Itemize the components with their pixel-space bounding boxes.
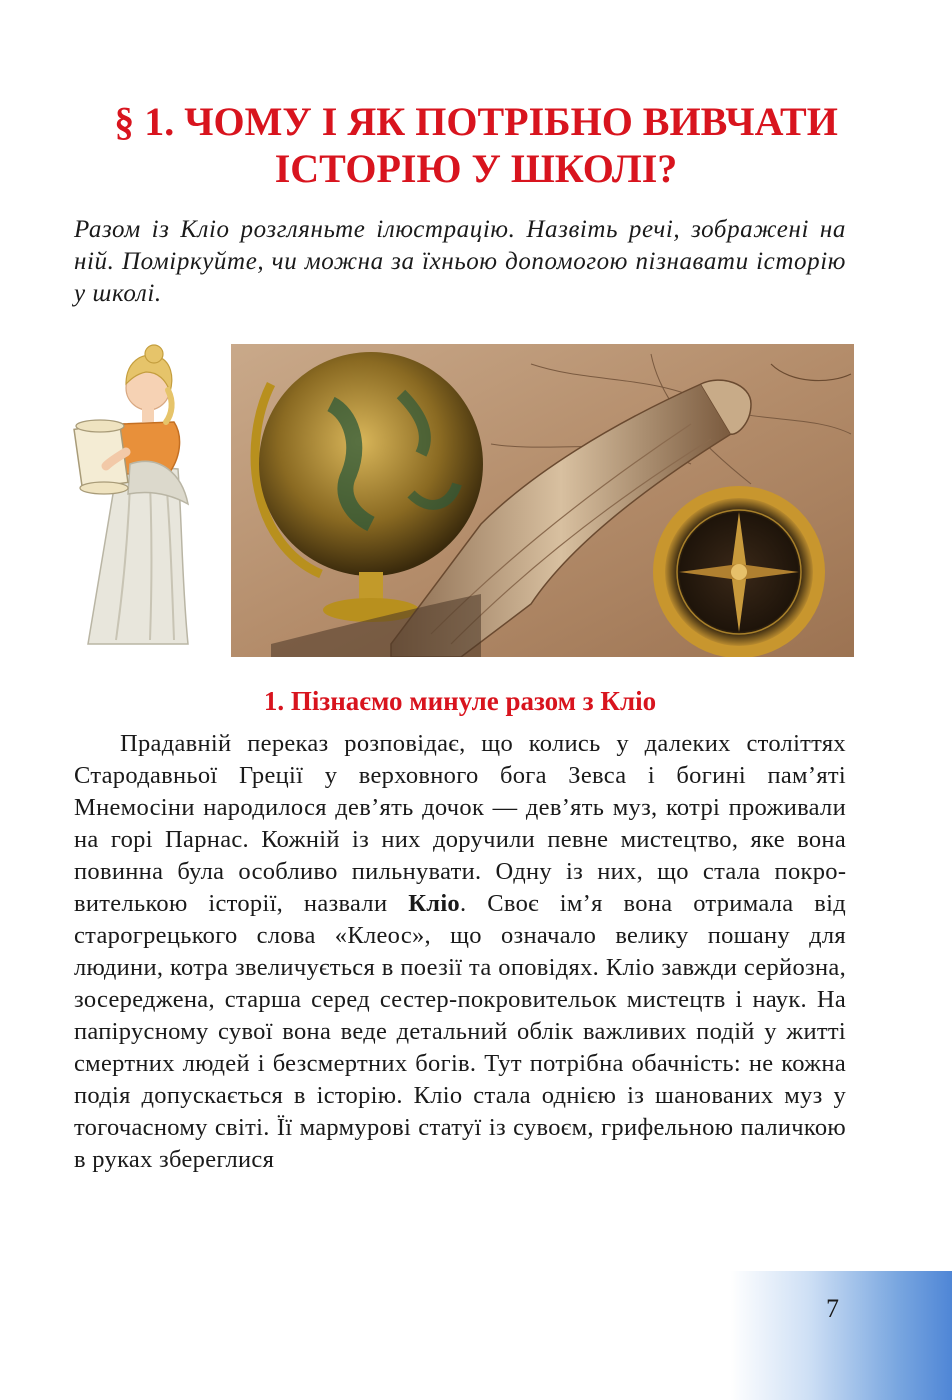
main-paragraph	[74, 728, 846, 1176]
clio-name-bold: Кліо	[408, 890, 460, 917]
globe-scroll-compass-image	[231, 344, 854, 657]
page-corner-band	[730, 1271, 952, 1400]
clio-muse-icon	[70, 344, 218, 654]
page-title	[60, 98, 892, 192]
page-number: 7	[826, 1294, 839, 1323]
paragraph-part-1: Прадавній переказ розповідає, що колись у далеких століттях Стародавньої Греції у верховного бога Зевса і богині пам’яті Мнемосіни народилося дев’ять дочок — дев’ять муз, котрі проживали на горі Парнас. Кожній із них доручили певне мистецтво, яке вона повинна була особливо пильнувати. Одну із них, що стала покровителькою історії, назвали	[74, 730, 846, 917]
page-title-line-2: ІСТОРІЮ У ШКОЛІ?	[274, 146, 678, 191]
clio-muse-figure	[70, 344, 218, 654]
history-items-photo	[231, 344, 854, 657]
page-title-line-1: § 1. ЧОМУ І ЯК ПОТРІБНО ВИВЧАТИ	[114, 99, 838, 144]
section-heading: 1. Пізнаємо минуле разом з Кліо	[263, 686, 657, 716]
paragraph-text	[74, 728, 846, 1176]
paragraph-part-2: . Своє ім’я вона отримала від старогрецького слова «Клеос», що означало велику пошану для людини, котра звеличується в поезії та оповідях. Кліо завжди серйозна, зосереджена, старша серед сестер-покровительок мистецтв і наук. На папірусному сувої вона веде детальний облік важливих подій у житті смертних людей і безсмертних богів. Тут потрібна обачність: не кожна подія допускається в історію. Кліо стала однією із шанованих муз у тогочасному світі. Її мармурові статуї із сувоєм, грифельною паличкою в руках збереглися	[74, 890, 846, 1173]
task-instruction: Разом із Кліо розгляньте ілюстрацію. Назвіть речі, зображені на ній. Поміркуйте, чи можна за їхньою допомогою пізнавати історію у школі.	[74, 216, 846, 307]
